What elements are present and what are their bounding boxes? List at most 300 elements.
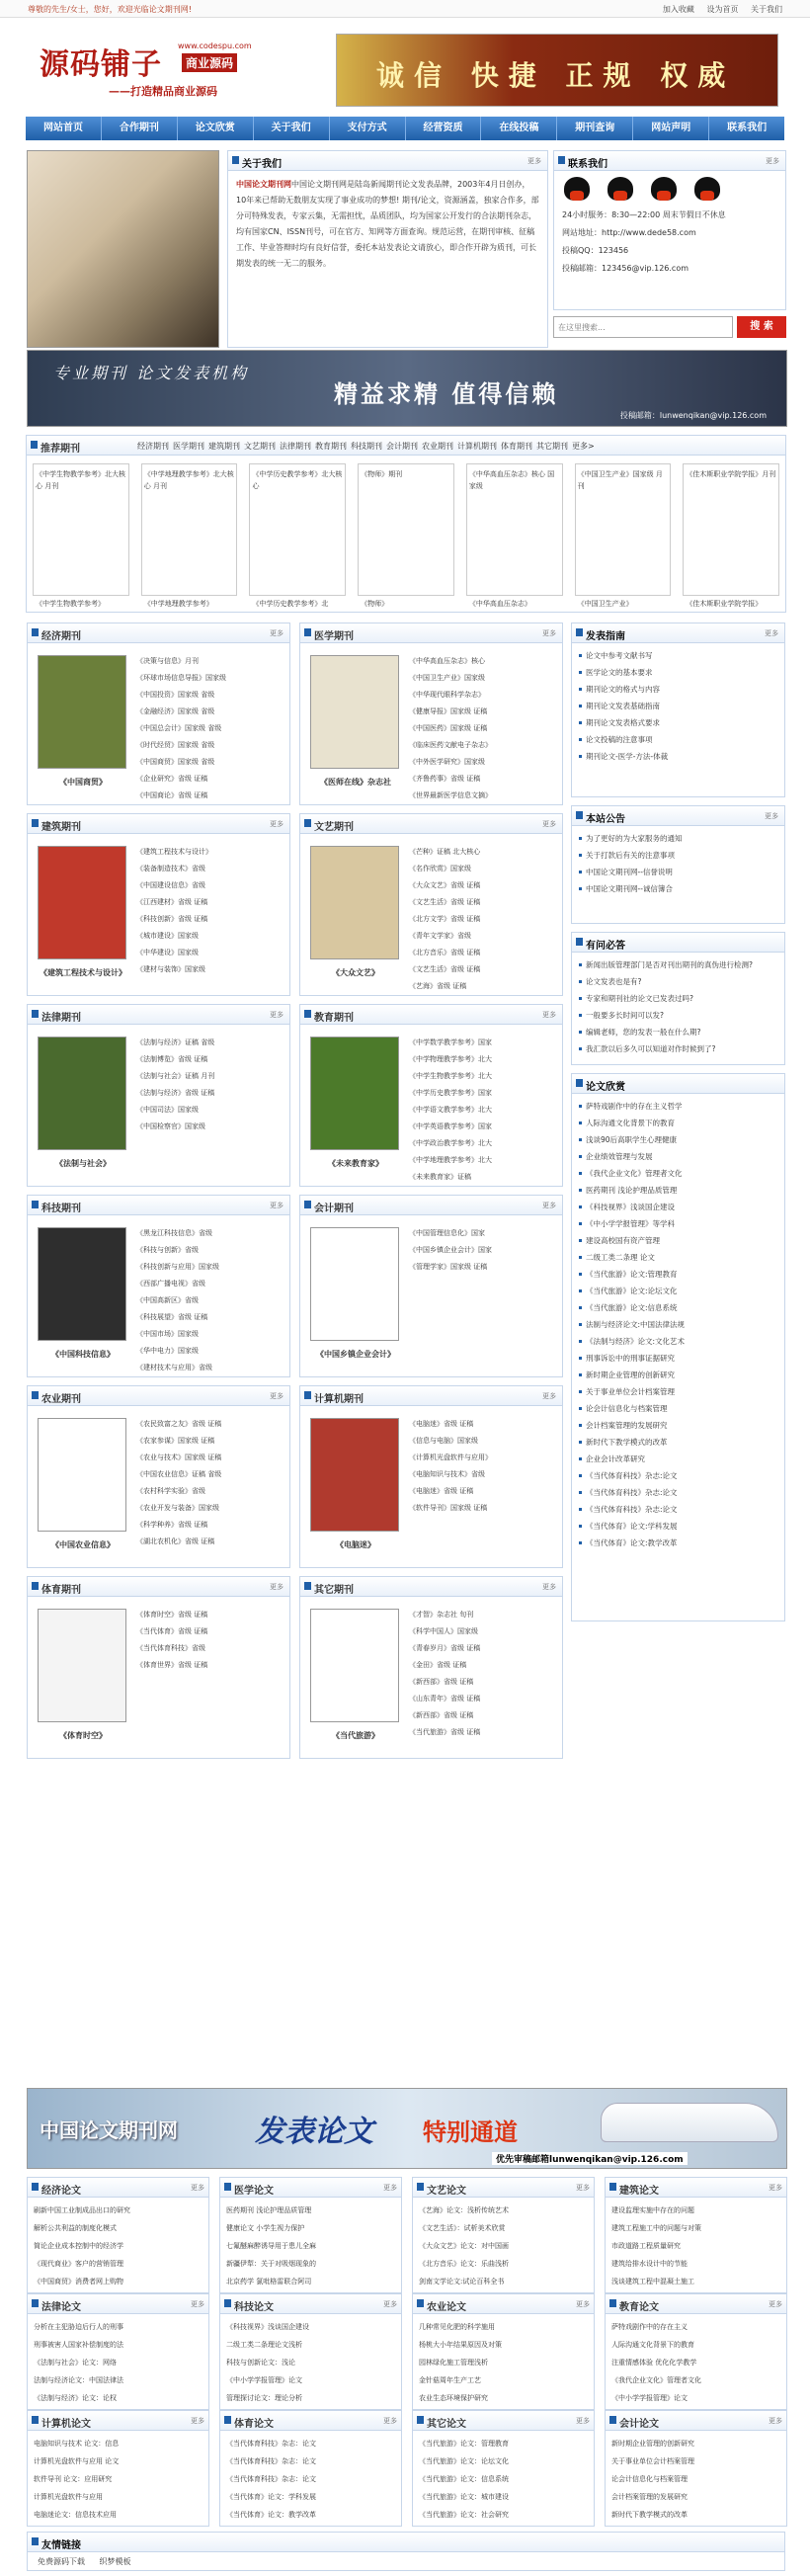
notice-more[interactable]: 更多 [765, 812, 778, 820]
article-item[interactable]: 新疆伊犁：关于对吸烟现象的 [226, 2260, 316, 2268]
appreciate-item[interactable]: 《当代体育》论文:教学改革 [578, 1535, 778, 1551]
article-more[interactable]: 更多 [191, 2417, 204, 2425]
recommend-category[interactable]: 经济期刊 [137, 442, 169, 451]
journal-item[interactable] [136, 771, 286, 788]
appreciate-item[interactable]: 《当代旅游》论文:管理教育 [578, 1266, 778, 1283]
journal-item[interactable] [409, 1135, 559, 1152]
faq-item[interactable]: 我汇款以后多久可以知道对作时候到了? [578, 1040, 778, 1057]
recommend-item[interactable] [33, 463, 129, 608]
nav-about[interactable]: 关于我们 [254, 117, 330, 140]
contact-qq[interactable]: 投稿QQ：123456 [562, 246, 629, 255]
journal-cover[interactable] [38, 655, 126, 769]
article-item[interactable]: 七氟醚麻醉诱导用于患儿全麻 [226, 2242, 316, 2250]
notice-item[interactable]: 中国论文期刊网--信誉说明 [578, 864, 778, 880]
journal-cover-title[interactable]: 《电脑迷》 [336, 1540, 375, 1549]
contact-email[interactable]: 投稿邮箱：123456@vip.126.com [562, 264, 689, 273]
journal-item[interactable] [136, 1051, 286, 1068]
journal-item-label: 《青春岁月》省级 证稿 [409, 1644, 481, 1652]
article-item[interactable]: 杨桃大小年结果原因及对策 [419, 2341, 502, 2349]
journal-cover[interactable] [38, 846, 126, 959]
guide-item[interactable]: 期刊论文发表基础指南 [578, 698, 778, 714]
appreciate-item[interactable]: 论会计信息化与档案管理 [578, 1400, 778, 1417]
journal-cover-title[interactable]: 《未来教育家》 [328, 1159, 383, 1168]
article-item[interactable]: 浅谈建筑工程中混凝土施工 [611, 2278, 694, 2285]
article-item[interactable]: 科技与创新论文：浅论 [226, 2359, 295, 2367]
appreciate-item[interactable]: 关于事业单位会计档案管理 [578, 1383, 778, 1400]
recommend-category[interactable]: 体育期刊 [501, 442, 532, 451]
journal-item[interactable] [409, 1657, 559, 1674]
journal-item[interactable] [136, 1102, 286, 1119]
journal-item[interactable] [409, 1152, 559, 1169]
journal-item[interactable] [136, 861, 286, 877]
article-item[interactable]: 金针菇周年生产工艺 [419, 2376, 481, 2384]
guide-more[interactable]: 更多 [765, 629, 778, 637]
article-item[interactable]: 电脑迷论文：信息技术应用 [34, 2511, 117, 2519]
friend-link[interactable]: 免费源码下载 [38, 2557, 85, 2566]
article-item[interactable]: 注重情感体验 优化化学教学 [611, 2359, 697, 2367]
journal-item[interactable] [409, 788, 559, 804]
guide-item[interactable]: 医学论文的基本要求 [578, 664, 778, 681]
article-item[interactable]: 刑事被害人国家补偿制度的法 [34, 2341, 123, 2349]
guide-item[interactable]: 期刊论文的格式与内容 [578, 681, 778, 698]
journal-item[interactable] [409, 1450, 559, 1466]
journal-item[interactable] [136, 1466, 286, 1483]
journal-item-label: 《环球市场信息导报》国家级 [136, 674, 226, 682]
journal-cover[interactable] [38, 1418, 126, 1532]
appreciate-item[interactable]: 企业绩效管理与发展 [578, 1148, 778, 1165]
article-item[interactable]: 《当代体育科技》杂志：论文 [226, 2440, 316, 2448]
appreciate-item[interactable]: 二级工类二条理 论文 [578, 1249, 778, 1266]
notice-item[interactable]: 关于打款后有关的注意事项 [578, 847, 778, 864]
journal-item[interactable] [136, 945, 286, 961]
journal-more[interactable]: 更多 [270, 820, 284, 828]
journal-item[interactable] [409, 1691, 559, 1707]
appreciate-item[interactable]: 法制与经济论文:中国法律法规 [578, 1316, 778, 1333]
journal-cover-title[interactable]: 《当代旅游》 [332, 1731, 379, 1740]
journal-item[interactable] [409, 771, 559, 788]
journal-item[interactable] [136, 1360, 286, 1376]
journal-item[interactable] [409, 961, 559, 978]
journal-item[interactable] [409, 1500, 559, 1517]
article-item[interactable]: 《文艺生活》：试析美术欣赏 [419, 2224, 506, 2232]
recommend-category[interactable]: 医学期刊 [173, 442, 204, 451]
journal-item[interactable] [409, 653, 559, 670]
journal-item[interactable] [409, 911, 559, 928]
article-item[interactable]: 新时期企业管理的创新研究 [611, 2440, 694, 2448]
journal-item[interactable] [136, 961, 286, 978]
journal-more[interactable]: 更多 [270, 629, 284, 637]
recommend-item-name[interactable]: 《中国卫生产业》 [577, 600, 633, 608]
appreciate-item[interactable]: 会计档案管理的发展研究 [578, 1417, 778, 1434]
journal-item[interactable] [136, 911, 286, 928]
article-item[interactable]: 《法制与社会》论文：网络 [34, 2359, 117, 2367]
nav-payment[interactable]: 支付方式 [330, 117, 406, 140]
article-item[interactable]: 《当代体育》论文：教学改革 [226, 2511, 316, 2519]
journal-item[interactable] [136, 788, 286, 804]
journal-more[interactable]: 更多 [270, 1583, 284, 1591]
appreciate-item[interactable]: 建设高校国有资产管理 [578, 1232, 778, 1249]
recommend-item[interactable] [466, 463, 563, 608]
journal-item[interactable] [409, 1085, 559, 1102]
journal-cover-title[interactable]: 《大众文艺》 [332, 968, 379, 977]
article-item[interactable]: 管理探讨论文：理论分析 [226, 2394, 302, 2402]
journal-item[interactable] [409, 1607, 559, 1623]
qq-icon[interactable] [564, 177, 590, 201]
journal-item[interactable] [136, 704, 286, 720]
journal-item[interactable] [136, 1517, 286, 1534]
recommend-item-name[interactable]: 《中学生物教学参考》 [36, 600, 105, 608]
article-item[interactable]: 电脑知识与技术 论文：信息 [34, 2440, 120, 2448]
journal-item[interactable] [409, 1242, 559, 1259]
journal-cover[interactable] [310, 1037, 399, 1150]
article-item[interactable]: 建筑工程施工中的问题与对策 [611, 2224, 701, 2232]
nav-submit[interactable]: 在线投稿 [481, 117, 557, 140]
journal-item[interactable] [409, 1466, 559, 1483]
appreciate-item[interactable]: 《当代体育科技》杂志:论文 [578, 1467, 778, 1484]
nav-papers[interactable]: 论文欣赏 [178, 117, 254, 140]
recommend-item[interactable] [141, 463, 238, 608]
journal-item[interactable] [409, 1068, 559, 1085]
journal-item[interactable] [136, 720, 286, 737]
article-item[interactable]: 《法制与经济》论文：论权 [34, 2394, 117, 2402]
faq-item[interactable]: 论文发表也是有? [578, 973, 778, 990]
journal-item[interactable] [409, 1035, 559, 1051]
recommend-item[interactable] [358, 463, 454, 608]
journal-item[interactable] [136, 1623, 286, 1640]
journal-more[interactable]: 更多 [270, 1011, 284, 1019]
recommend-item-name[interactable]: 《佳木斯职业学院学报》 [686, 600, 763, 608]
journal-cover[interactable] [310, 1227, 399, 1341]
journal-item[interactable] [409, 754, 559, 771]
recommend-item[interactable] [575, 463, 672, 608]
journal-item[interactable] [136, 1343, 286, 1360]
faq-item[interactable]: 一般要多长时间可以发? [578, 1007, 778, 1024]
recommend-category[interactable]: 文艺期刊 [244, 442, 276, 451]
appreciate-item[interactable]: 《中小学学报管理》等学科 [578, 1215, 778, 1232]
article-item[interactable]: 《科技视界》浅谈国企建设 [226, 2323, 309, 2331]
article-more[interactable]: 更多 [576, 2184, 590, 2192]
appreciate-item[interactable]: 《当代旅游》论文:信息系统 [578, 1299, 778, 1316]
article-item[interactable]: 分析在主犯胁迫后行人的刑事 [34, 2323, 123, 2331]
recommend-category[interactable]: 教育期刊 [315, 442, 347, 451]
article-item[interactable]: 《中国商贸》消费者网上购物 [34, 2278, 123, 2285]
appreciate-item[interactable]: 刑事诉讼中的刑事证据研究 [578, 1350, 778, 1367]
journal-item[interactable] [409, 1416, 559, 1433]
article-item[interactable]: 建设监理实施中存在的问题 [611, 2206, 694, 2214]
journal-more[interactable]: 更多 [270, 1392, 284, 1400]
qq-icon[interactable] [608, 177, 633, 201]
contact-more[interactable]: 更多 [766, 157, 779, 165]
journal-item[interactable] [136, 844, 286, 861]
article-item[interactable]: 《大众文艺》论文：对中国画 [419, 2242, 509, 2250]
journal-item[interactable] [409, 1119, 559, 1135]
journal-item[interactable] [409, 1724, 559, 1741]
journal-item[interactable] [136, 1607, 286, 1623]
journal-more[interactable]: 更多 [542, 1011, 556, 1019]
friend-link[interactable]: 织梦模板 [99, 2557, 131, 2566]
journal-item[interactable] [136, 1068, 286, 1085]
journal-item[interactable] [136, 1276, 286, 1292]
journal-item[interactable] [136, 894, 286, 911]
article-item[interactable]: 《当代体育科技》杂志：论文 [226, 2457, 316, 2465]
recommend-item[interactable] [683, 463, 779, 608]
guide-item[interactable]: 论文中参考文献书写 [578, 647, 778, 664]
journal-item[interactable] [136, 1657, 286, 1674]
notice-item[interactable]: 中国论文期刊网--诚信簿合 [578, 880, 778, 897]
article-more[interactable]: 更多 [576, 2300, 590, 2308]
special-banner[interactable] [27, 2088, 787, 2169]
journal-item-label: 《新西部》省级 证稿 [409, 1678, 474, 1686]
site-logo[interactable] [40, 40, 316, 99]
article-item[interactable]: 《当代体育》论文：学科发展 [226, 2493, 316, 2501]
journal-more[interactable]: 更多 [542, 1202, 556, 1209]
appreciate-item[interactable]: 医药期刊 浅论护理品质管理 [578, 1182, 778, 1199]
journal-cover[interactable] [38, 1227, 126, 1341]
add-favorite-link[interactable]: 加入收藏 [662, 5, 694, 14]
recommend-category[interactable]: 会计期刊 [386, 442, 418, 451]
nav-statement[interactable]: 网站声明 [633, 117, 709, 140]
recommend-category[interactable]: 其它期刊 [536, 442, 568, 451]
journal-item[interactable] [409, 737, 559, 754]
appreciate-item[interactable]: 《我代企业文化》管理者文化 [578, 1165, 778, 1182]
journal-cover[interactable] [38, 1609, 126, 1722]
journal-cover[interactable] [310, 655, 399, 769]
article-item[interactable]: 医药期刊 浅论护理品质管理 [226, 2206, 312, 2214]
guide-item[interactable]: 期刊论文-医学-方法-体裁 [578, 748, 778, 765]
appreciate-item[interactable]: 企业会计改革研究 [578, 1451, 778, 1467]
appreciate-item[interactable]: 《科技视界》浅谈国企建设 [578, 1199, 778, 1215]
nav-journals[interactable]: 合作期刊 [102, 117, 178, 140]
search-input[interactable] [553, 316, 733, 338]
article-item[interactable]: 《北方音乐》论文：乐曲浅析 [419, 2260, 509, 2268]
journal-item[interactable] [409, 687, 559, 704]
article-item[interactable]: 论会计信息化与档案管理 [611, 2475, 688, 2483]
journal-more[interactable]: 更多 [542, 629, 556, 637]
article-item[interactable]: 市政道路工程质量研究 [611, 2242, 681, 2250]
article-item[interactable]: 园林绿化施工管理浅析 [419, 2359, 488, 2367]
article-item[interactable]: 健康论文 小学生视力保护 [226, 2224, 305, 2232]
journal-cover[interactable] [310, 846, 399, 959]
qq-icon[interactable] [694, 177, 720, 201]
journal-item[interactable] [136, 737, 286, 754]
guide-item[interactable]: 论文投稿的注意事项 [578, 731, 778, 748]
journal-item[interactable] [409, 670, 559, 687]
recommend-item-name[interactable]: 《物师》 [361, 600, 389, 608]
article-item[interactable]: 《当代旅游》论文：信息系统 [419, 2475, 509, 2483]
journal-item[interactable] [409, 1623, 559, 1640]
journal-item[interactable] [409, 1674, 559, 1691]
article-item[interactable]: 二级工类二条理论文浅析 [226, 2341, 302, 2349]
journal-item[interactable] [409, 1169, 559, 1186]
faq-item[interactable]: 编辑老师，您的发表一般在什么期? [578, 1024, 778, 1040]
journal-cover-title[interactable]: 《中国农业信息》 [51, 1540, 115, 1549]
appreciate-item[interactable]: 《当代旅游》论文:论坛文化 [578, 1283, 778, 1299]
contact-site[interactable]: 网站地址：http://www.dede58.com [562, 228, 696, 237]
journal-item[interactable] [409, 877, 559, 894]
recommend-category[interactable]: 更多> [572, 442, 595, 451]
journal-cover-title[interactable]: 《法制与社会》 [55, 1159, 111, 1168]
journal-more[interactable]: 更多 [542, 1392, 556, 1400]
article-item[interactable]: 会计档案管理的发展研究 [611, 2493, 688, 2501]
faq-item[interactable]: 新闻出版管理部门是否对刊出期刊的真伪进行检测? [578, 956, 778, 973]
appreciate-item[interactable]: 《当代体育》论文:学科发展 [578, 1518, 778, 1535]
journal-item[interactable] [136, 1640, 286, 1657]
about-us-link[interactable]: 关于我们 [751, 5, 782, 14]
recommend-item-name[interactable]: 《中学地理教学参考》 [143, 600, 213, 608]
journal-item[interactable] [136, 1292, 286, 1309]
article-item[interactable]: 《当代旅游》论文：管理教育 [419, 2440, 509, 2448]
appreciate-item[interactable]: 浅谈90后高职学生心理健康 [578, 1131, 778, 1148]
article-item[interactable]: 新时代下教学模式的改革 [611, 2511, 688, 2519]
article-more[interactable]: 更多 [769, 2300, 782, 2308]
journal-item[interactable] [136, 653, 286, 670]
article-item[interactable]: 简论企业成本控制中的经济学 [34, 2242, 123, 2250]
article-item[interactable]: 法制与经济论文：中国法律法 [34, 2376, 123, 2384]
journal-item[interactable] [409, 861, 559, 877]
article-more[interactable]: 更多 [383, 2184, 397, 2192]
notice-item[interactable]: 为了更好的为大家服务的通知 [578, 830, 778, 847]
journal-item[interactable] [136, 754, 286, 771]
journal-item[interactable] [136, 928, 286, 945]
journal-item[interactable] [136, 670, 286, 687]
nav-home[interactable]: 网站首页 [26, 117, 102, 140]
article-item[interactable]: 剑南文学论文:试论百科全书 [419, 2278, 505, 2285]
article-item[interactable]: 《我代企业文化》管理者文化 [611, 2376, 701, 2384]
journal-cover[interactable] [310, 1609, 399, 1722]
journal-item[interactable] [136, 1119, 286, 1135]
journal-cover[interactable] [310, 1418, 399, 1532]
article-item[interactable]: 解析公共利益的制度化模式 [34, 2224, 117, 2232]
article-more[interactable]: 更多 [383, 2300, 397, 2308]
journal-item[interactable] [136, 1534, 286, 1550]
article-item[interactable]: 几种常见化肥的科学施用 [419, 2323, 495, 2331]
guide-item[interactable]: 期刊论文发表格式要求 [578, 714, 778, 731]
recommend-category[interactable]: 法律期刊 [280, 442, 311, 451]
journal-item[interactable] [136, 1500, 286, 1517]
qq-icon[interactable] [651, 177, 677, 201]
journal-more[interactable]: 更多 [542, 820, 556, 828]
journal-item[interactable] [409, 1102, 559, 1119]
journal-item[interactable] [409, 1640, 559, 1657]
article-item[interactable]: 农业生态环境保护研究 [419, 2394, 488, 2402]
journal-cover-title[interactable]: 《体育时空》 [59, 1731, 107, 1740]
article-item[interactable]: 《中小学学报管理》论文 [611, 2394, 688, 2402]
journal-item[interactable] [136, 1085, 286, 1102]
nav-query[interactable]: 期刊查询 [557, 117, 633, 140]
journal-cover[interactable] [38, 1037, 126, 1150]
journal-more[interactable]: 更多 [270, 1202, 284, 1209]
article-item[interactable]: 关于事业单位会计档案管理 [611, 2457, 694, 2465]
journal-item[interactable] [136, 687, 286, 704]
article-item[interactable]: 软件导刊 论文：应用研究 [34, 2475, 113, 2483]
journal-cover-title[interactable]: 《中国商贸》 [59, 778, 107, 787]
article-item[interactable]: 建筑给排水设计中的节能 [611, 2260, 688, 2268]
article-more[interactable]: 更多 [383, 2417, 397, 2425]
recommend-category[interactable]: 计算机期刊 [457, 442, 497, 451]
article-item[interactable]: 计算机光盘软件与应用 论文 [34, 2457, 120, 2465]
journal-cover-title[interactable]: 《中国乡镇企业会计》 [316, 1350, 395, 1359]
journal-item[interactable] [136, 1259, 286, 1276]
journal-item[interactable] [136, 1416, 286, 1433]
journal-item[interactable] [136, 1309, 286, 1326]
appreciate-item[interactable]: 人际沟通文化背景下的教育 [578, 1115, 778, 1131]
journal-cover-title[interactable]: 《建筑工程技术与设计》 [40, 968, 126, 977]
journal-item[interactable] [136, 877, 286, 894]
recommend-item-name[interactable]: 《中学历史教学参考》北 [252, 600, 329, 608]
journal-cover-title[interactable]: 《中国科技信息》 [51, 1350, 115, 1359]
journal-item[interactable] [409, 1483, 559, 1500]
article-more[interactable]: 更多 [191, 2300, 204, 2308]
appreciate-item[interactable]: 《法制与经济》论文:文化艺术 [578, 1333, 778, 1350]
journal-item[interactable] [136, 1483, 286, 1500]
article-item[interactable]: 北京药学 氯吡格雷联合阿司 [226, 2278, 312, 2285]
journal-item[interactable] [136, 1450, 286, 1466]
journal-cover-title[interactable]: 《医师在线》杂志社 [320, 778, 391, 787]
journal-item[interactable] [409, 978, 559, 995]
journal-item[interactable] [136, 1326, 286, 1343]
journal-item[interactable] [136, 1035, 286, 1051]
recommend-category[interactable]: 农业期刊 [422, 442, 453, 451]
article-item[interactable]: 萨特戏剧作中的存在主义 [611, 2323, 688, 2331]
nav-contact[interactable]: 联系我们 [727, 123, 768, 133]
appreciate-item[interactable]: 萨特戏剧作中的存在主义哲学 [578, 1098, 778, 1115]
recommend-item-name[interactable]: 《中华高血压杂志》 [468, 600, 531, 608]
article-more[interactable]: 更多 [576, 2417, 590, 2425]
article-item[interactable]: 《当代旅游》论文：社会研究 [419, 2511, 509, 2519]
journal-item[interactable] [409, 945, 559, 961]
journal-item[interactable] [409, 704, 559, 720]
article-more[interactable]: 更多 [769, 2417, 782, 2425]
article-item[interactable]: 《当代体育科技》杂志：论文 [226, 2475, 316, 2483]
article-item[interactable]: 人际沟通文化背景下的教育 [611, 2341, 694, 2349]
journal-item[interactable] [409, 1259, 559, 1276]
article-item[interactable]: 《艺海》论文：浅析传统艺术 [419, 2206, 509, 2214]
about-more[interactable]: 更多 [527, 157, 541, 165]
faq-item[interactable]: 专家和期刊社的论文已发表过吗? [578, 990, 778, 1007]
appreciate-item[interactable]: 《当代体育科技》杂志:论文 [578, 1484, 778, 1501]
article-item[interactable]: 《现代商业》客户的营销管理 [34, 2260, 123, 2268]
journal-item[interactable] [136, 1433, 286, 1450]
recommend-category[interactable]: 建筑期刊 [208, 442, 240, 451]
article-item[interactable]: 刷新中国工业制成品出口的研究 [34, 2206, 130, 2214]
appreciate-item[interactable]: 新时期企业管理的创新研究 [578, 1367, 778, 1383]
recommend-category[interactable]: 科技期刊 [351, 442, 382, 451]
search-button[interactable]: 搜 索 [737, 316, 786, 338]
journal-item[interactable] [409, 720, 559, 737]
appreciate-item[interactable]: 《当代体育科技》杂志:论文 [578, 1501, 778, 1518]
article-item[interactable]: 《当代旅游》论文：论坛文化 [419, 2457, 509, 2465]
article-more[interactable]: 更多 [191, 2184, 204, 2192]
journal-item[interactable] [409, 844, 559, 861]
journal-more[interactable]: 更多 [542, 1583, 556, 1591]
journal-item[interactable] [409, 894, 559, 911]
journal-item[interactable] [409, 928, 559, 945]
journal-item[interactable] [136, 1225, 286, 1242]
journal-item[interactable] [409, 1707, 559, 1724]
article-item[interactable]: 《中小学学报管理》论文 [226, 2376, 302, 2384]
journal-item[interactable] [409, 1433, 559, 1450]
appreciate-item[interactable]: 新时代下教学模式的改革 [578, 1434, 778, 1451]
journal-item[interactable] [409, 1051, 559, 1068]
journal-item[interactable] [136, 1242, 286, 1259]
nav-qualification[interactable]: 经营资质 [406, 117, 482, 140]
article-more[interactable]: 更多 [769, 2184, 782, 2192]
article-item[interactable]: 计算机光盘软件与应用 [34, 2493, 103, 2501]
journal-item[interactable] [409, 1225, 559, 1242]
recommend-item[interactable] [249, 463, 346, 608]
set-homepage-link[interactable]: 设为首页 [706, 5, 739, 14]
article-item[interactable]: 《当代旅游》论文：城市建设 [419, 2493, 509, 2501]
